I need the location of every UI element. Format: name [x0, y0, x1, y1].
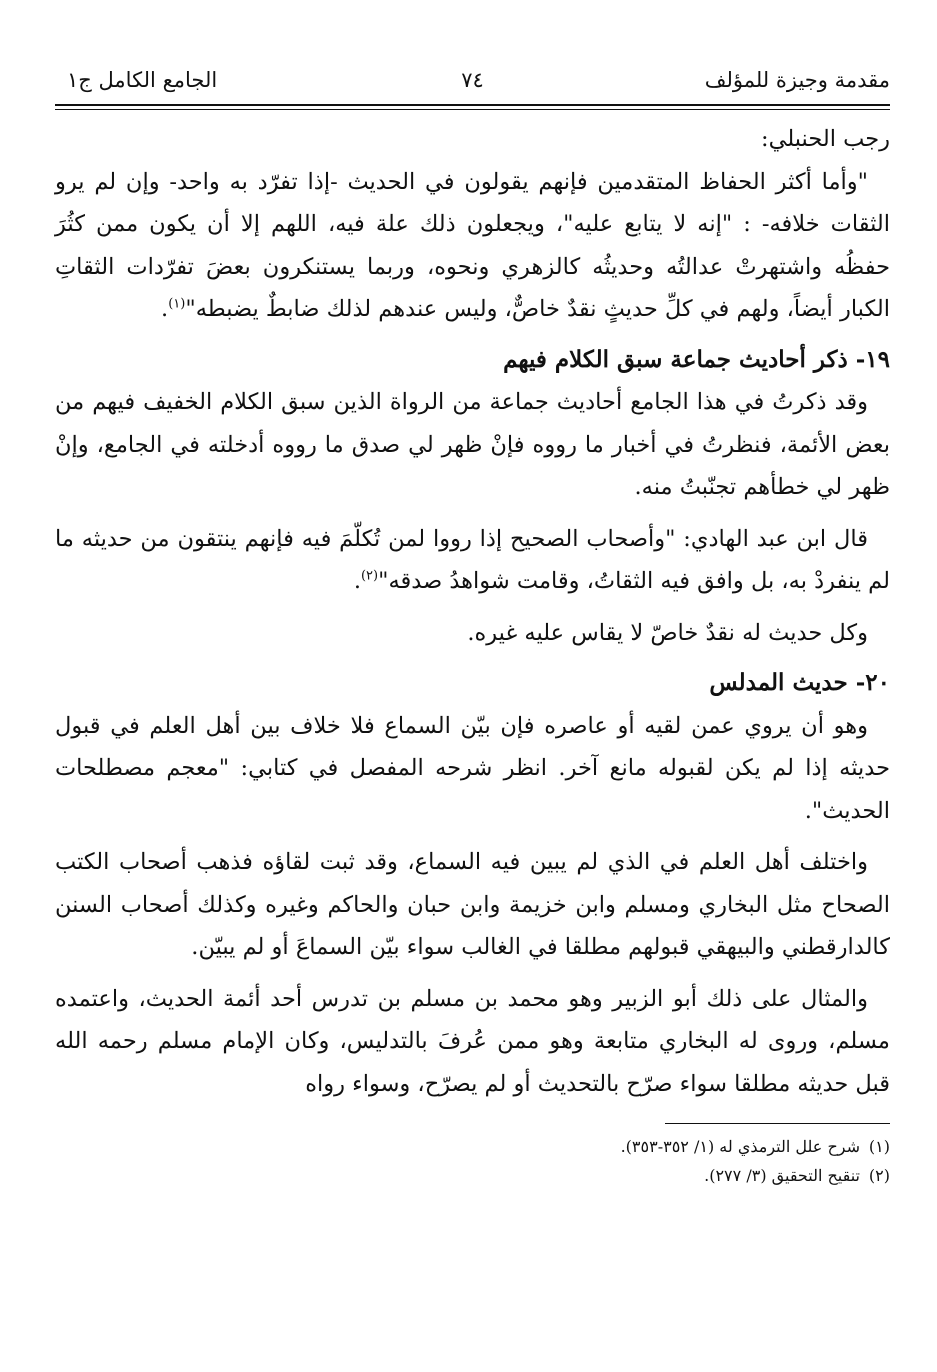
book-title: الجامع الكامل ج١ — [67, 68, 218, 92]
quote-ibn-abd-alhadi — [55, 518, 890, 603]
paragraph-disagreement: واختلف أهل العلم في الذي لم يبين فيه السماع، وقد ثبت لقاؤه فذهب أصحاب الكتب الصحاح مثل البخاري ومسلم وابن خزيمة وابن حبان والحاكم وغيره وكذلك أصحاب السنن كالدارقطني والبيهقي قبولهم مطلقا في الغالب سواء بيّن السماعَ أو لم يبيّن. — [55, 849, 890, 960]
quote-end: . — [353, 568, 361, 594]
paragraph-critique: وكل حديث له نقدٌ خاصّ لا يقاس عليه غيره. — [467, 619, 868, 646]
footnote-2 — [55, 1161, 890, 1190]
running-header — [55, 60, 890, 100]
page-number: ٧٤ — [461, 68, 484, 92]
paragraph-intro: رجب الحنبلي: — [760, 126, 890, 152]
footnote-1 — [55, 1132, 890, 1161]
footnote-text: تنقيح التحقيق (٣/ ٢٧٧). — [704, 1166, 860, 1185]
quote-end: . — [161, 296, 169, 322]
footnote-ref-2[interactable]: (٢) — [360, 568, 379, 584]
footnote-separator — [665, 1123, 890, 1124]
quote-ibn-rajab — [55, 161, 890, 331]
section-heading-20: ٢٠- حديث المدلس — [709, 669, 890, 696]
quote-text: "وأما أكثر الحفاظ المتقدمين فإنهم يقولون في الحديث -إذا تفرّد به واحد- وإن لم يرو الثقات خلافه- : "إنه لا يتابع عليه"، ويجعلون ذلك علة فيه، اللهم إلا أن يكون ممن كثُرَ حفظُه واشتهرتْ عدالتُه وحديثُه كالزهري ونحوه، وربما يستنكرون بعضَ تفرّدات الثقاتِ الكبار أيضاً، ولهم في كلِّ حديثٍ نقدٌ خاصٌّ، وليس عندهم لذلك ضابطٌ يضبطه" — [55, 168, 890, 322]
footnote-ref-1[interactable]: (١) — [168, 296, 186, 312]
footnote-mark: (١) — [868, 1137, 890, 1156]
footnote-mark: (٢) — [868, 1166, 890, 1185]
section-heading-19: ١٩- ذكر أحاديث جماعة سبق الكلام فيهم — [503, 345, 890, 373]
paragraph-mudallis: وهو أن يروي عمن لقيه أو عاصره فإن بيّن السماع فلا خلاف بين أهل العلم في قبول حديثه إذا لم يكن لقبوله مانع آخر. انظر شرحه المفصل في كتابي: "معجم مصطلحات الحديث". — [55, 712, 890, 824]
chapter-title: مقدمة وجيزة للمؤلف — [704, 68, 890, 92]
footnotes — [55, 1132, 890, 1190]
paragraph-section-19: وقد ذكرتُ في هذا الجامع أحاديث جماعة من الرواة الذين سبق الكلام الخفيف فيهم من بعض الأئمة، فنظرتُ في أخبار ما رووه فإنْ ظهر لي صدق ما رووه أدخلته في الجامع، وإنْ ظهر لي خطأهم تجنّبتُ منه. — [55, 389, 890, 500]
quote-text: قال ابن عبد الهادي: "وأصحاب الصحيح إذا رووا لمن تُكلّمَ فيه فإنهم ينتقون من حديثه ما لم ينفردْ به، بل وافق فيه الثقاتُ، وقامت شواهدُ صدقه" — [55, 525, 890, 594]
main-text — [55, 118, 890, 1105]
header-double-rule — [55, 104, 890, 110]
footnote-text: شرح علل الترمذي له (١/ ٣٥٢-٣٥٣). — [620, 1137, 860, 1156]
book-page — [55, 60, 890, 1350]
paragraph-example: والمثال على ذلك أبو الزبير وهو محمد بن مسلم بن تدرس أحد أئمة الحديث، واعتمده مسلم، وروى له البخاري متابعة وهو ممن عُرفَ بالتدليس، وكان الإمام مسلم رحمه الله قبل حديثه مطلقا سواء صرّح بالتحديث أو لم يصرّح، وسواء رواه — [55, 985, 890, 1097]
